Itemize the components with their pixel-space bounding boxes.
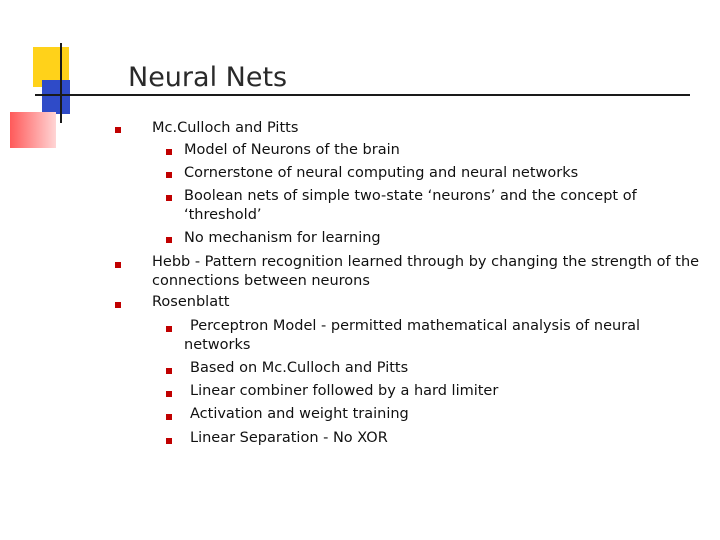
list-item-2-line-1: Hebb - Pattern recognition learned through by changing the strength of the — [152, 254, 700, 270]
decorative-red-gradient-square — [10, 112, 56, 148]
sub-item-1-1: Model of Neurons of the brain — [184, 142, 400, 158]
sub-item-3-3: Linear combiner followed by a hard limiter — [190, 383, 499, 399]
sub-item-1-3-line-1: Boolean nets of simple two-state ‘neurons’ and the concept of — [184, 188, 637, 204]
bullet-icon — [166, 237, 172, 243]
sub-item-1-3-line-2: ‘threshold’ — [184, 207, 262, 223]
bullet-icon — [115, 127, 121, 133]
list-item-3: Rosenblatt — [152, 294, 230, 310]
bullet-icon — [166, 368, 172, 374]
bullet-icon — [166, 391, 172, 397]
title-underline — [35, 94, 690, 96]
bullet-icon — [166, 149, 172, 155]
sub-item-3-2: Based on Mc.Culloch and Pitts — [190, 360, 409, 376]
decorative-vertical-line — [60, 43, 62, 123]
bullet-icon — [166, 438, 172, 444]
bullet-icon — [115, 262, 121, 268]
slide-title: Neural Nets — [128, 62, 288, 93]
sub-item-3-4: Activation and weight training — [190, 406, 409, 422]
sub-item-1-4: No mechanism for learning — [184, 230, 381, 246]
sub-item-3-5: Linear Separation - No XOR — [190, 430, 388, 446]
list-item-2-line-2: connections between neurons — [152, 273, 370, 289]
bullet-icon — [166, 414, 172, 420]
sub-item-3-1-line-1: Perceptron Model - permitted mathematical analysis of neural — [190, 318, 641, 334]
bullet-icon — [166, 195, 172, 201]
decorative-blue-square — [42, 80, 70, 114]
list-item-1: Mc.Culloch and Pitts — [152, 120, 299, 136]
sub-item-3-1-line-2: networks — [184, 337, 251, 353]
bullet-icon — [166, 326, 172, 332]
bullet-icon — [166, 172, 172, 178]
bullet-icon — [115, 302, 121, 308]
sub-item-1-2: Cornerstone of neural computing and neural networks — [184, 165, 579, 181]
